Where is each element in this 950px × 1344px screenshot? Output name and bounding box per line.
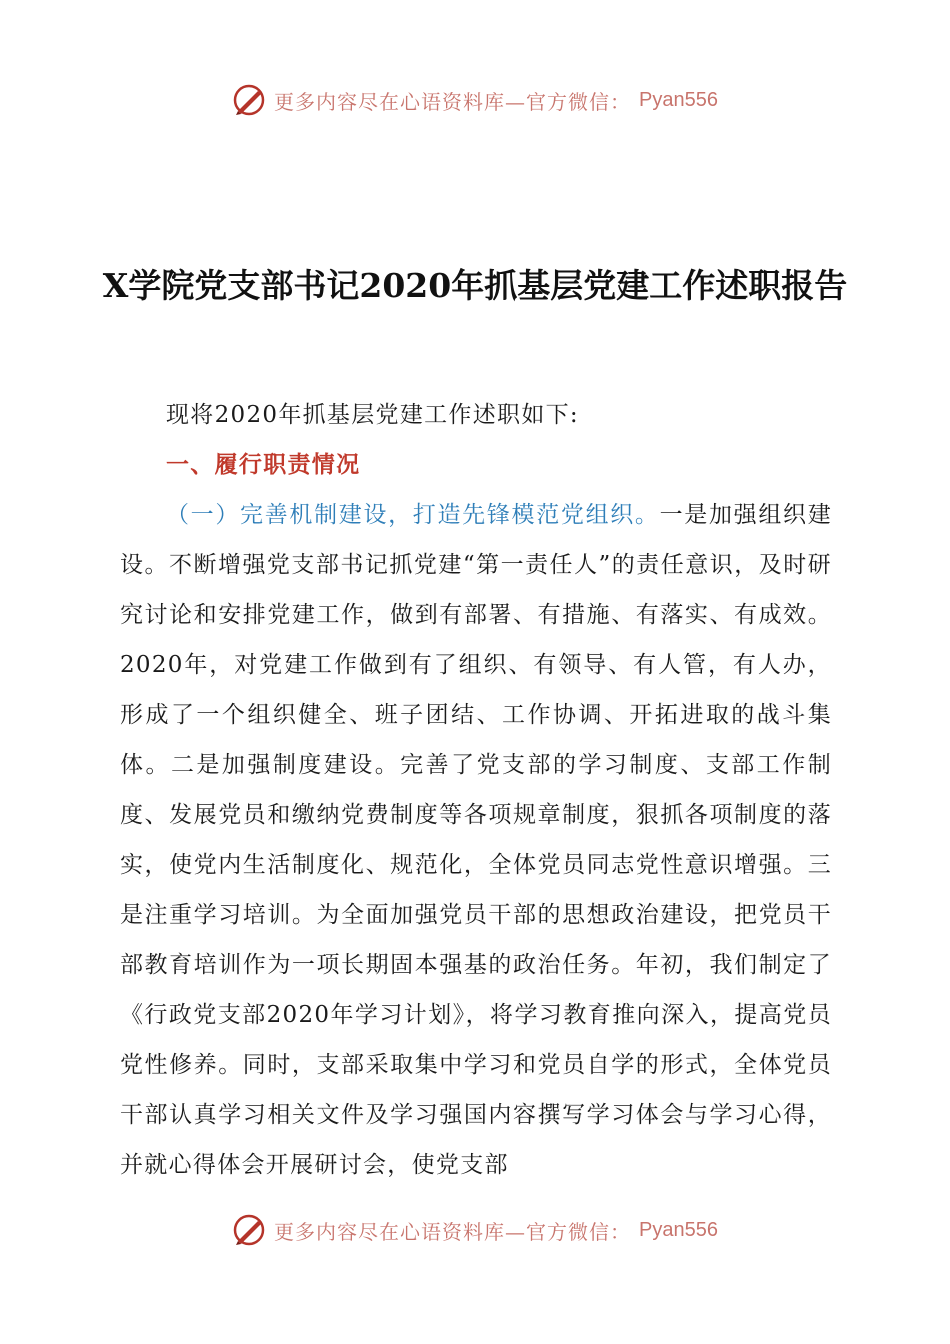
watermark-text: 更多内容尽在心语资料库—官方微信： bbox=[274, 1219, 632, 1244]
pen-logo-icon bbox=[232, 1213, 266, 1247]
subsection-heading: （一）完善机制建设，打造先锋模范党组织。 bbox=[166, 502, 660, 528]
watermark-wechat-id: Pyan556 bbox=[639, 1218, 718, 1241]
watermark-banner-top bbox=[0, 80, 950, 120]
pen-logo-icon bbox=[232, 83, 266, 117]
document-body bbox=[120, 390, 832, 1190]
watermark-banner-bottom bbox=[0, 1210, 950, 1250]
watermark-wechat-id: Pyan556 bbox=[639, 88, 718, 111]
section-paragraph bbox=[120, 490, 832, 1190]
document-title: X学院党支部书记2020年抓基层党建工作述职报告 bbox=[102, 266, 848, 305]
intro-paragraph: 现将2020年抓基层党建工作述职如下: bbox=[166, 402, 579, 428]
section-body-text: 一是加强组织建设。不断增强党支部书记抓党建“第一责任人”的责任意识，及时研究讨论和安排党建工作，做到有部署、有措施、有落实、有成效。2020年，对党建工作做到有了组织、有领导、有人管，有人办，形成了一个组织健全、班子团结、工作协调、开拓进取的战斗集体。二是加强制度建设。完善了党支部的学习制度、支部工作制度、发展党员和缴纳党费制度等各项规章制度，狠抓各项制度的落实，使党内生活制度化、规范化，全体党员同志党性意识增强。三是注重学习培训。为全面加强党员干部的思想政治建设，把党员干部教育培训作为一项长期固本强基的政治任务。年初，我们制定了《行政党支部2020年学习计划》，将学习教育推向深入，提高党员党性修养。同时，支部采取集中学习和党员自学的形式，全体党员干部认真学习相关文件及学习强国内容撰写学习体会与学习心得，并就心得体会开展研讨会，使党支部 bbox=[120, 502, 832, 1178]
section-heading: 一、履行职责情况 bbox=[166, 452, 361, 478]
watermark-text: 更多内容尽在心语资料库—官方微信： bbox=[274, 89, 632, 114]
